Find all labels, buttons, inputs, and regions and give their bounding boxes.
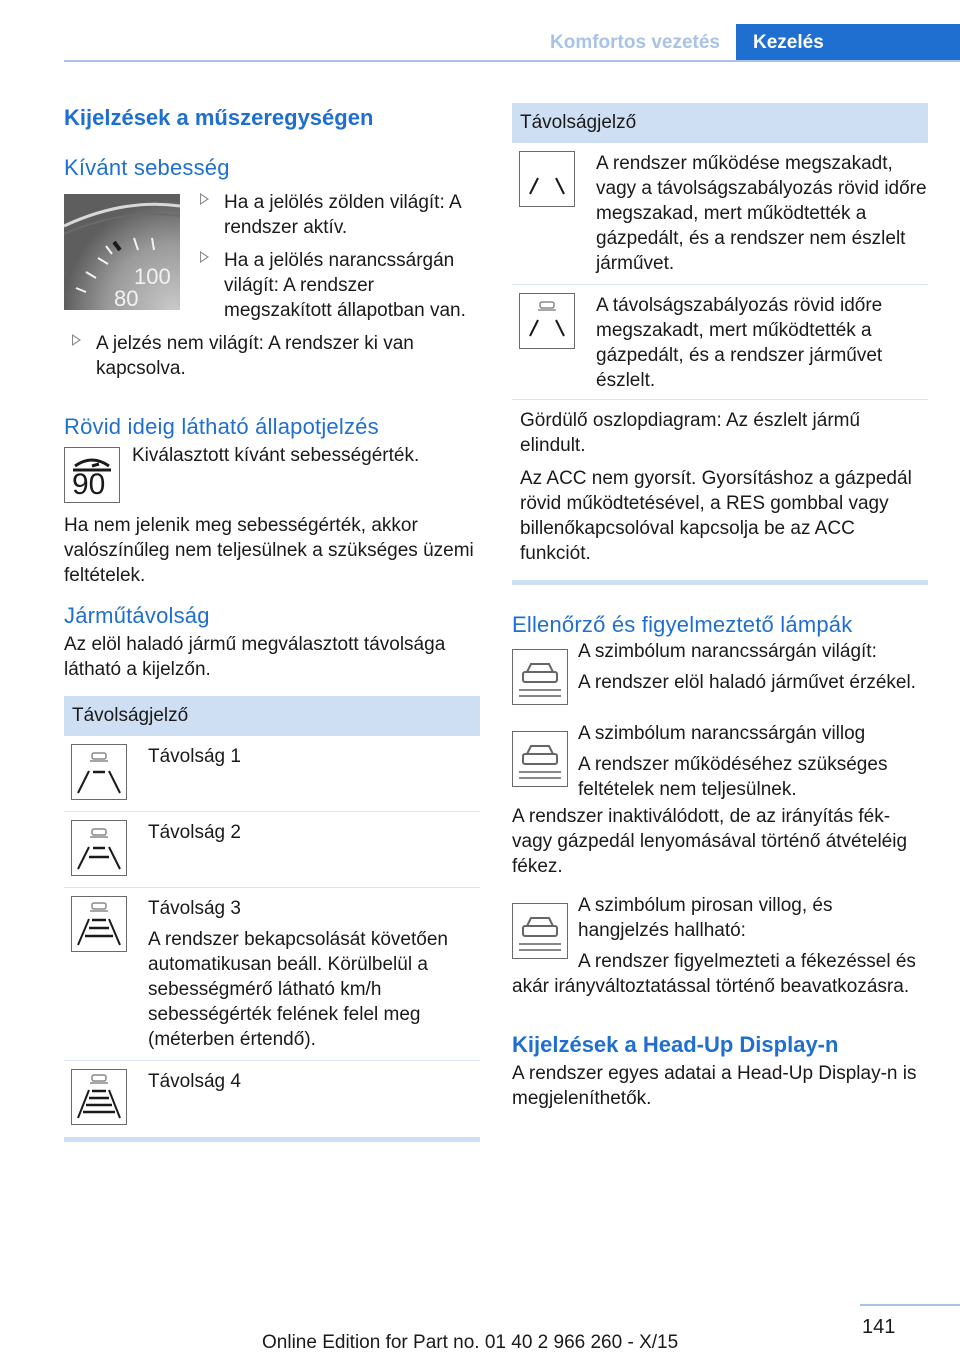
bullet-off-text: A jelzés nem világít: A rendszer ki van kapcsolva. <box>96 333 414 379</box>
page-title: Kijelzések a műszeregységen <box>64 105 374 130</box>
lamp-item-1 <box>512 641 928 705</box>
table-row <box>512 143 928 285</box>
speedo-label-80: 80 <box>114 286 139 310</box>
lamp-item-2 <box>512 723 928 802</box>
lamps-heading: Ellenőrző és figyelmeztető lámpák <box>512 612 853 637</box>
bullet-triangle-icon <box>72 334 81 346</box>
distance-2-label: Távolság 2 <box>148 822 241 843</box>
distance-3-label: Távolság 3 <box>148 898 241 919</box>
page-number: 141 <box>862 1316 896 1338</box>
distance-intro: Az elöl haladó jármű megválasztott távolsága látható a kijelzőn. <box>64 634 446 680</box>
right-column <box>512 103 928 1111</box>
header-section: Komfortos vezetés <box>550 32 720 53</box>
bullet-orange-text: Ha a jelölés narancssárgán világít: A rendszer megszakított állapotban van. <box>224 250 466 321</box>
table-row <box>64 1061 480 1137</box>
distance-interrupted-icon <box>519 151 575 207</box>
distance-2-icon <box>71 820 127 876</box>
short-status-note: Ha nem jelenik meg sebességérték, akkor valószínűleg nem teljesülnek a szükséges üzemi feltételek. <box>64 515 474 586</box>
lamp-3-line-1: A szimbólum pirosan villog, és hangjelzés hallható: <box>578 895 833 941</box>
speedometer-icon <box>64 194 180 310</box>
desired-speed-block <box>64 194 480 323</box>
lamp-1-line-2: A rendszer elöl haladó járművet érzékel. <box>578 672 916 693</box>
short-status-heading: Rövid ideig látható állapotjelzés <box>64 414 379 439</box>
lamp-2-line-2: A rendszer működéséhez szükséges feltételek nem teljesülnek. <box>578 754 888 800</box>
lamp-3-line-2: A rendszer figyelmezteti a fékezéssel és akár irányváltoztatással történő beavatkozásra. <box>512 951 916 997</box>
bullet-triangle-icon <box>200 193 209 205</box>
table-end-rule <box>64 1137 480 1142</box>
short-status-block <box>64 447 480 503</box>
distance-4-label: Távolság 4 <box>148 1071 241 1092</box>
table-row <box>64 888 480 1061</box>
speedometer-image <box>64 194 180 310</box>
right-table-header: Távolságjelző <box>512 103 928 143</box>
short-status-caption: Kiválasztott kívánt sebességérték. <box>132 445 420 466</box>
bullet-off <box>64 331 480 381</box>
distance-heading: Járműtávolság <box>64 603 210 628</box>
header-rule <box>64 60 960 62</box>
bullet-green-text: Ha a jelölés zölden világít: A rendszer aktív. <box>224 192 461 238</box>
speed-90-icon <box>64 447 120 503</box>
bullet-triangle-icon <box>200 251 209 263</box>
desired-speed-heading: Kívánt sebesség <box>64 155 230 180</box>
hud-heading: Kijelzések a Head-Up Display-n <box>512 1032 839 1057</box>
distance-table <box>64 696 480 1142</box>
table-row <box>512 285 928 400</box>
bullet-green <box>192 190 480 240</box>
distance-3-icon <box>71 896 127 952</box>
right-row-2-text: A távolságszabályozás rövid időre megszakadt, mert működtették a gázpedált, és a rendszer járművet észlelt. <box>596 295 883 391</box>
lamp-2-line-1: A szimbólum narancssárgán villog <box>578 723 866 744</box>
table-row <box>64 812 480 888</box>
right-row-1-text: A rendszer működése megszakadt, vagy a távolságszabályozás rövid időre megszakad, mert működtették a gázpedált, és a rendszer nem észlelt járművet. <box>596 153 927 274</box>
distance-1-label: Távolság 1 <box>148 746 241 767</box>
footer-edition: Online Edition for Part no. 01 40 2 966 260 - X/15 <box>262 1332 679 1353</box>
rolling-bar-text: Gördülő oszlopdiagram: Az észlelt jármű elindult. <box>520 410 861 456</box>
car-blink-icon <box>512 731 568 787</box>
lamp-1-line-1: A szimbólum narancssárgán világít: <box>578 641 877 662</box>
distance-3-extra: A rendszer bekapcsolását követően automatikusan beáll. Körülbelül a sebességmérő látható km/h sebességérték felének felel meg (méterben értendő). <box>148 929 448 1050</box>
lamp-2-line-3: A rendszer inaktiválódott, de az irányítás fék- vagy gázpedál lenyomásával történő átvételéig fékez. <box>512 806 908 877</box>
car-detected-icon <box>512 649 568 705</box>
footer-rule <box>860 1304 960 1306</box>
car-warning-icon <box>512 903 568 959</box>
vehicle-detected-icon <box>519 293 575 349</box>
speed-value: 90 <box>72 468 106 501</box>
header-tab: Kezelés <box>736 24 960 62</box>
right-table-end-rule <box>512 580 928 585</box>
table-row <box>64 736 480 812</box>
hud-text: A rendszer egyes adatai a Head-Up Display-n is megjeleníthetők. <box>512 1063 917 1109</box>
bullet-orange <box>192 248 480 323</box>
acc-note-text: Az ACC nem gyorsít. Gyorsításhoz a gázpedál rövid működtetésével, a RES gombbal vagy billenőkapcsolóval kapcsolja be az ACC funkciót. <box>520 468 912 564</box>
distance-4-icon <box>71 1069 127 1125</box>
left-column <box>64 100 480 1142</box>
distance-table-header: Távolságjelző <box>64 696 480 736</box>
speedo-label-100: 100 <box>134 264 171 289</box>
distance-1-icon <box>71 744 127 800</box>
